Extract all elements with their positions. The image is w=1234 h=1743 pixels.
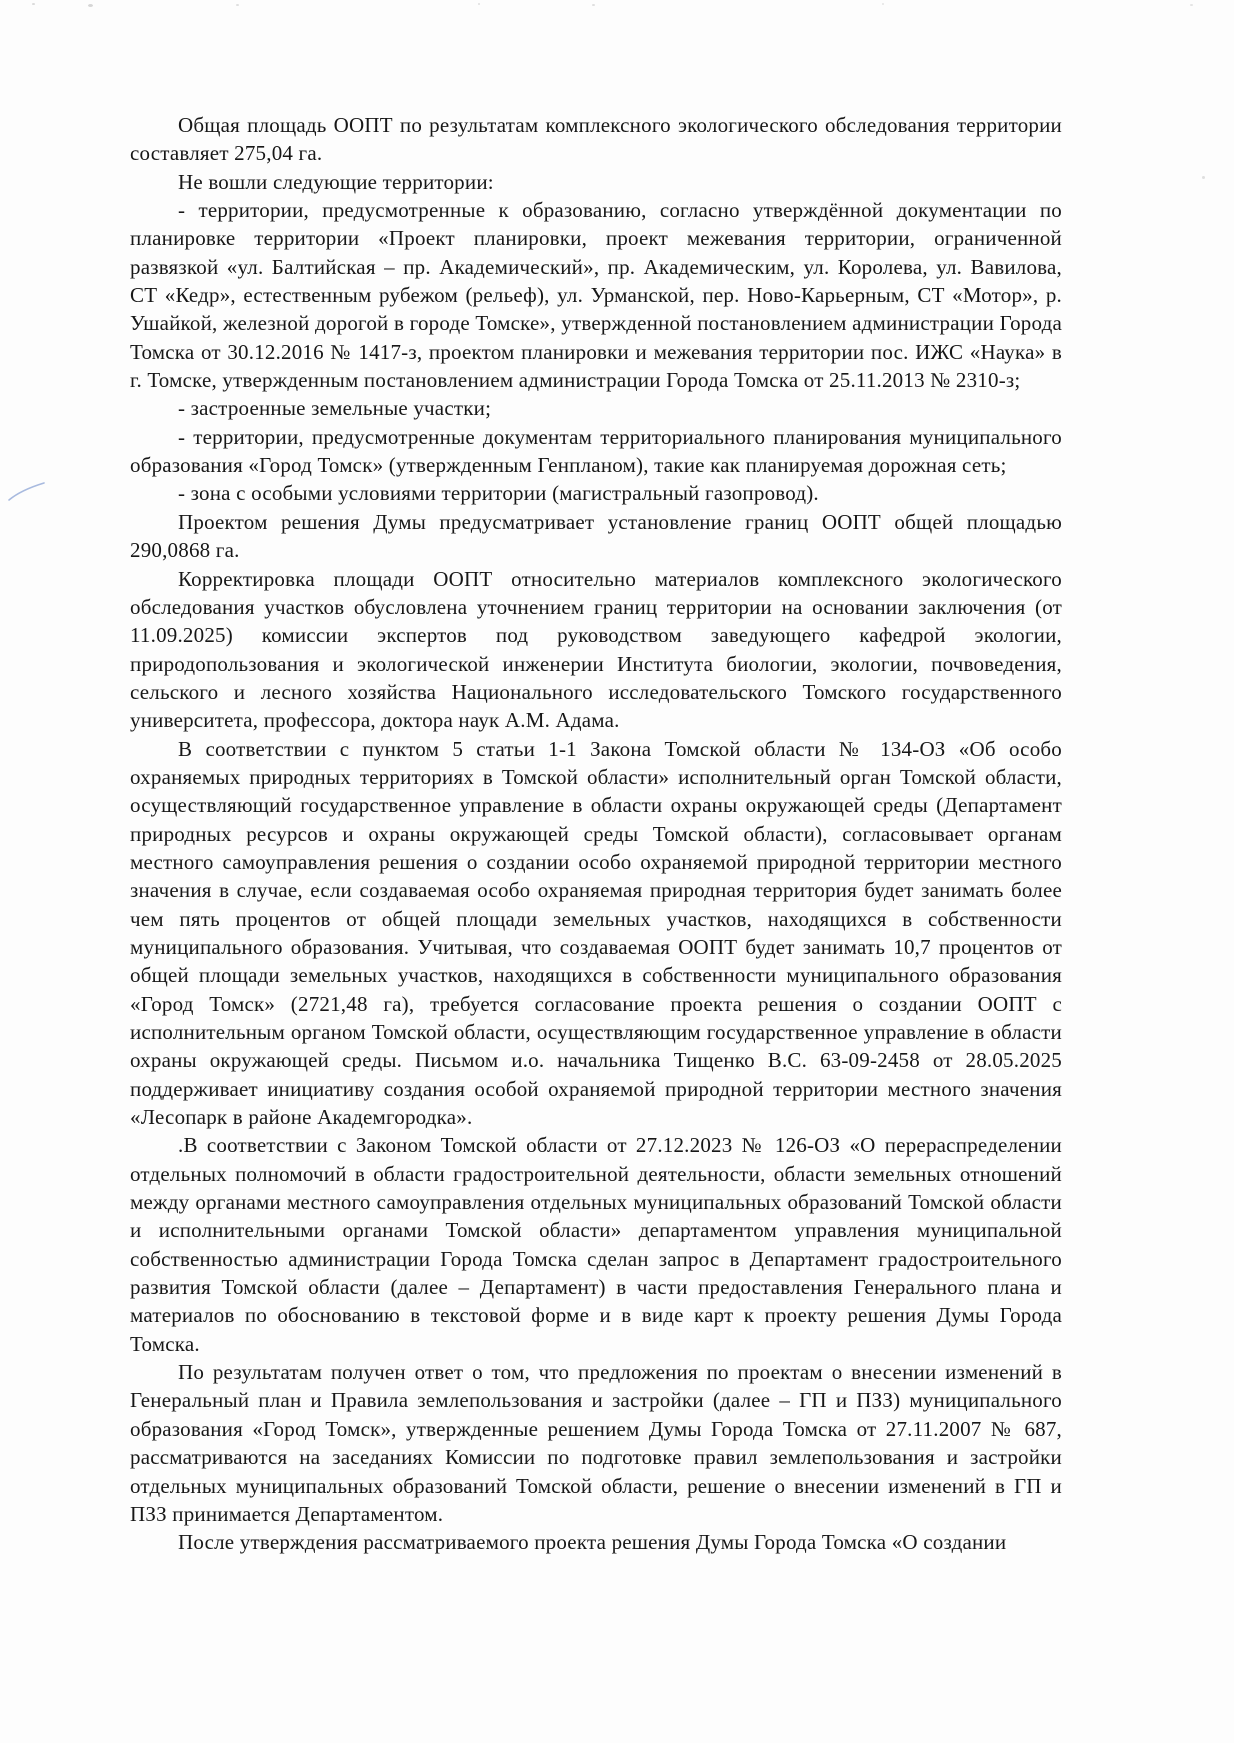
list-item-territories: - территории, предусмотренные к образованию, согласно утверждённой документации по планировке территории «Проект планировки, проект межевания территории, ограниченной развязкой «ул. Балтийская – пр. Академический», пр. Академическим, ул. Королева, ул. Вавилова, СТ «Кедр», естественным рубежом (рельеф), ул. Урманской, пер. Ново-Карьерным, СТ «Мотор», р. Ушайкой, железной дорогой в городе Томске», утвержденной постановлением администрации Города Томска от 30.12.2016 № 1417-з, проектом планировки и межевания территории пос. ИЖС «Наука» в г. Томске, утвержденным постановлением администрации Города Томска от 25.11.2013 № 2310-з; [130,198,1062,393]
list-item-special-zone: - зона с особыми условиями территории (магистральный газопровод). [178,481,819,506]
document-text-block [130,111,1062,1557]
paragraph-law-134-oz: В соответствии с пунктом 5 статьи 1-1 Закона Томской области № 134-ОЗ «Об особо охраняемых природных территориях в Томской области» исполнительный орган Томской области, осуществляющий государственное управление в области охраны окружающей среды (Департамент природных ресурсов и охраны окружающей среды Томской области), согласовывает органам местного самоуправления решения о создании особо охраняемой природной территории местного значения в случае, если создаваемая особо охраняемая природная территория будет занимать более чем пять процентов от общей площади земельных участков, находящихся в собственности муниципального образования. Учитывая, что создаваемая ООПТ будет занимать 10,7 процентов от общей площади земельных участков, находящихся в собственности муниципального образования «Город Томск» (2721,48 га), требуется согласование проекта решения о создании ООПТ с исполнительным органом Томской области, осуществляющим государственное управление в области охраны окружающей среды. Письмом и.о. начальника Тищенко В.С. 63-09-2458 от 28.05.2025 поддерживает инициативу создания особой охраняемой природной территории местного значения «Лесопарк в районе Академгородка». [130,736,1062,1130]
scan-noise-speck [1190,4,1193,6]
list-item-built-up: - застроенные земельные участки; [178,396,492,421]
scan-noise-speck [592,4,595,6]
paragraph-total-area: Общая площадь ООПТ по результатам комплексного экологического обследования территории составляет 275,04 га. [130,113,1062,166]
paragraph-duma-project: Проектом решения Думы предусматривает установление границ ООПТ общей площадью 290,0868 га. [130,509,1062,563]
paragraph-law-126-oz: .В соответствии с Законом Томской области от 27.12.2023 № 126-ОЗ «О перераспределении отдельных полномочий в области градостроительной деятельности, области земельных отношений между органами местного самоуправления отдельных муниципальных образований Томской области и исполнительными органами Томской области» департаментом управления муниципальной собственностью администрации Города Томска сделан запрос в Департамент градостроительного развития Томской области (далее – Департамент) в части предоставления Генерального плана и материалов по обоснованию в текстовой форме и в виде карт к проекту решения Думы Города Томска. [130,1133,1062,1356]
paragraph-area-correction: Корректировка площади ООПТ относительно материалов комплексного экологического обследования участков обусловлена уточнением границ территории на основании заключения (от 11.09.2025) комиссии экспертов под руководством заведующего кафедрой экологии, природопользования и экологической инженерии Института биологии, экологии, почвоведения, сельского и лесного хозяйства Национального исследовательского Томского государственного университета, профессора, доктора наук А.М. Адама. [130,566,1062,733]
scan-noise-speck [32,3,35,5]
scan-noise-speck [88,4,93,7]
scan-noise-speck [236,4,239,6]
paragraph-response: По результатам получен ответ о том, что предложения по проектам о внесении изменений в Генеральный план и Правила землепользования и застройки (далее – ГП и ПЗЗ) муниципального образования «Город Томск», утвержденные решением Думы Города Томска от 27.11.2007 № 687, рассматриваются на заседаниях Комиссии по подготовке правил землепользования и застройки отдельных муниципальных образований Томской области, решение о внесении изменений в ГП и ПЗЗ принимается Департаментом. [130,1360,1062,1526]
pen-mark-icon [6,474,48,506]
scan-noise-speck [1202,176,1205,179]
paragraph-not-included: Не вошли следующие территории: [178,169,494,194]
paragraph-after-approval: После утверждения рассматриваемого проекта решения Думы Города Томска «О создании [178,1530,1007,1555]
list-item-planning-docs: - территории, предусмотренные документам территориального планирования муниципального образования «Город Томск» (утвержденным Генпланом), такие как планируемая дорожная сеть; [130,424,1062,478]
scan-noise-speck [882,3,884,5]
scan-noise-speck [478,3,480,5]
